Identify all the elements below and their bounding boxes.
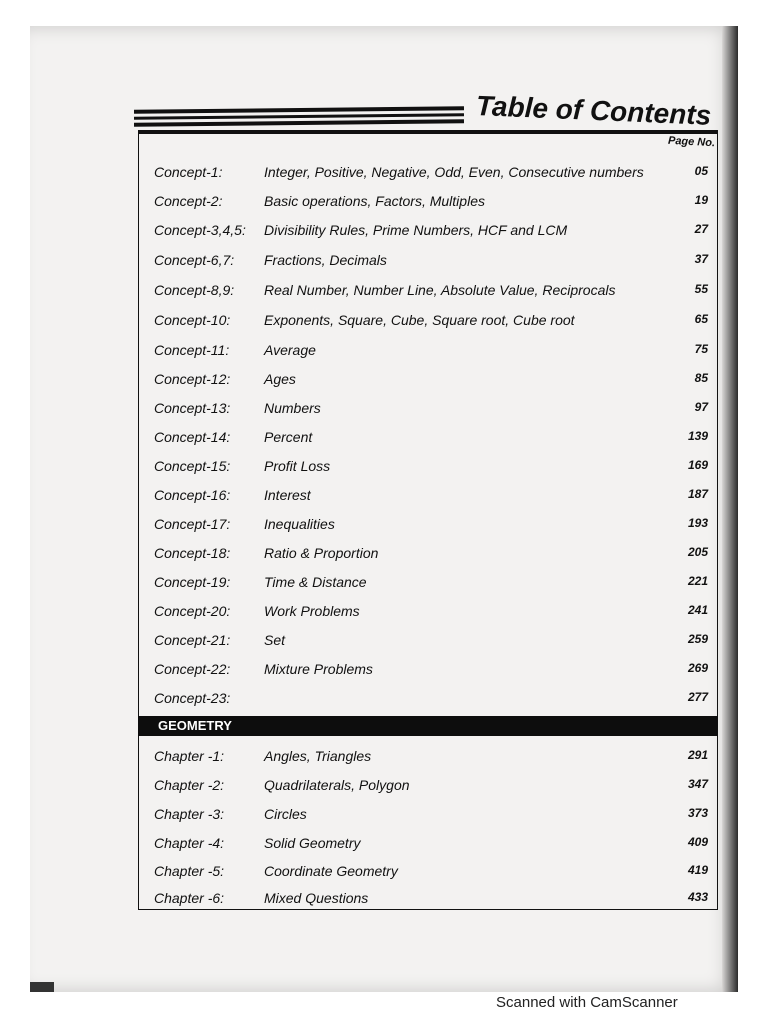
toc-topic: Work Problems <box>264 603 360 619</box>
toc-page: 97 <box>694 400 708 414</box>
toc-label: Concept-11: <box>154 342 230 358</box>
toc-row-concept-20 <box>154 601 714 623</box>
toc-topic: Quadrilaterals, Polygon <box>264 777 410 793</box>
toc-row-concept-2 <box>154 191 714 213</box>
toc-topic: Mixture Problems <box>264 661 373 677</box>
toc-page: 259 <box>687 632 708 646</box>
toc-topic: Average <box>264 342 316 358</box>
toc-row-concept-15 <box>154 456 714 478</box>
toc-page: 85 <box>694 371 708 385</box>
toc-label: Concept-8,9: <box>154 282 235 298</box>
toc-label: Concept-1: <box>154 164 223 180</box>
toc-topic: Mixed Questions <box>264 890 369 906</box>
toc-page: 409 <box>687 835 708 849</box>
toc-topic: Interest <box>264 487 311 503</box>
toc-row-concept-22 <box>154 659 714 681</box>
toc-page: 139 <box>687 429 708 443</box>
toc-row-concept-23 <box>154 688 714 710</box>
toc-label: Concept-18: <box>154 545 231 561</box>
toc-page: 269 <box>687 661 708 675</box>
toc-row-concept-12 <box>154 369 714 391</box>
toc-label: Concept-10: <box>154 312 231 328</box>
toc-label: Chapter -1: <box>154 748 225 764</box>
toc-page: 241 <box>687 603 708 617</box>
toc-topic: Fractions, Decimals <box>264 252 387 268</box>
toc-topic: Numbers <box>264 400 321 416</box>
toc-page: 221 <box>687 574 708 588</box>
toc-topic: Time & Distance <box>264 574 367 590</box>
toc-label: Concept-3,4,5: <box>154 222 246 238</box>
toc-row-chapter-5 <box>154 861 714 883</box>
toc-label: Concept-13: <box>154 400 231 416</box>
toc-row-chapter-4 <box>154 833 714 855</box>
toc-row-concept-3-4-5 <box>154 220 714 242</box>
toc-row-concept-21 <box>154 630 714 652</box>
toc-page: 433 <box>687 890 708 904</box>
section-header-geometry <box>138 716 718 736</box>
toc-page: 169 <box>687 458 708 472</box>
toc-page: 291 <box>687 748 708 762</box>
toc-page: 75 <box>694 342 708 356</box>
toc-topic: Coordinate Geometry <box>264 863 398 879</box>
toc-page: 37 <box>694 252 708 266</box>
toc-topic: Percent <box>264 429 313 445</box>
toc-page: 05 <box>694 164 708 178</box>
toc-row-chapter-3 <box>154 804 714 826</box>
toc-label: Chapter -3: <box>154 806 225 822</box>
toc-label: Concept-14: <box>154 429 231 445</box>
toc-topic: Exponents, Square, Cube, Square root, Cube root <box>264 312 575 328</box>
toc-row-chapter-1 <box>154 746 714 768</box>
toc-label: Concept-23: <box>154 690 231 706</box>
toc-page: 419 <box>687 863 708 877</box>
toc-label: Chapter -6: <box>154 890 225 906</box>
toc-topic: Profit Loss <box>264 458 331 474</box>
toc-topic: Ratio & Proportion <box>264 545 379 561</box>
toc-row-concept-11 <box>154 340 714 362</box>
page-edge-shadow <box>722 26 738 992</box>
toc-label: Concept-20: <box>154 603 231 619</box>
toc-page: 55 <box>694 282 708 296</box>
toc-label: Concept-21: <box>154 632 231 648</box>
page-corner <box>30 982 54 992</box>
toc-topic: Circles <box>264 806 307 822</box>
toc-page: 65 <box>694 312 708 326</box>
toc-row-concept-19 <box>154 572 714 594</box>
toc-row-chapter-6 <box>154 888 714 910</box>
toc-page: 347 <box>687 777 708 791</box>
toc-topic: Inequalities <box>264 516 335 532</box>
toc-page: 19 <box>694 193 708 207</box>
toc-row-concept-16 <box>154 485 714 507</box>
toc-row-concept-10 <box>154 310 714 332</box>
toc-page: 27 <box>694 222 708 236</box>
toc-label: Concept-22: <box>154 661 231 677</box>
toc-page: 193 <box>687 516 708 530</box>
toc-row-concept-18 <box>154 543 714 565</box>
page-title: Table of Contents <box>475 90 712 131</box>
toc-label: Concept-15: <box>154 458 231 474</box>
toc-row-concept-1 <box>154 162 714 184</box>
toc-label: Concept-2: <box>154 193 223 209</box>
toc-label: Concept-12: <box>154 371 231 387</box>
section-header-label: GEOMETRY <box>158 718 232 733</box>
toc-label: Chapter -2: <box>154 777 225 793</box>
toc-page: 277 <box>687 690 708 704</box>
toc-label: Concept-19: <box>154 574 231 590</box>
toc-topic: Set <box>264 632 286 648</box>
toc-topic: Ages <box>264 371 296 387</box>
toc-page: 205 <box>687 545 708 559</box>
toc-topic: Basic operations, Factors, Multiples <box>264 193 485 209</box>
toc-page: 187 <box>687 487 708 501</box>
toc-row-chapter-2 <box>154 775 714 797</box>
toc-row-concept-17 <box>154 514 714 536</box>
toc-label: Concept-16: <box>154 487 231 503</box>
toc-topic: Angles, Triangles <box>264 748 372 764</box>
scanner-watermark: Scanned with CamScanner <box>496 994 678 1011</box>
toc-topic: Solid Geometry <box>264 835 361 851</box>
toc-topic: Divisibility Rules, Prime Numbers, HCF and LCM <box>264 222 568 238</box>
toc-row-concept-6-7 <box>154 250 714 272</box>
toc-row-concept-13 <box>154 398 714 420</box>
toc-label: Chapter -5: <box>154 863 225 879</box>
toc-row-concept-14 <box>154 427 714 449</box>
toc-topic: Real Number, Number Line, Absolute Value, Reciprocals <box>264 282 616 298</box>
toc-page: 373 <box>687 806 708 820</box>
toc-topic: Integer, Positive, Negative, Odd, Even, Consecutive numbers <box>264 164 644 180</box>
page-no-header: Page No. <box>667 134 716 150</box>
toc-label: Concept-17: <box>154 516 231 532</box>
toc-label: Concept-6,7: <box>154 252 235 268</box>
toc-label: Chapter -4: <box>154 835 225 851</box>
toc-row-concept-8-9 <box>154 280 714 302</box>
